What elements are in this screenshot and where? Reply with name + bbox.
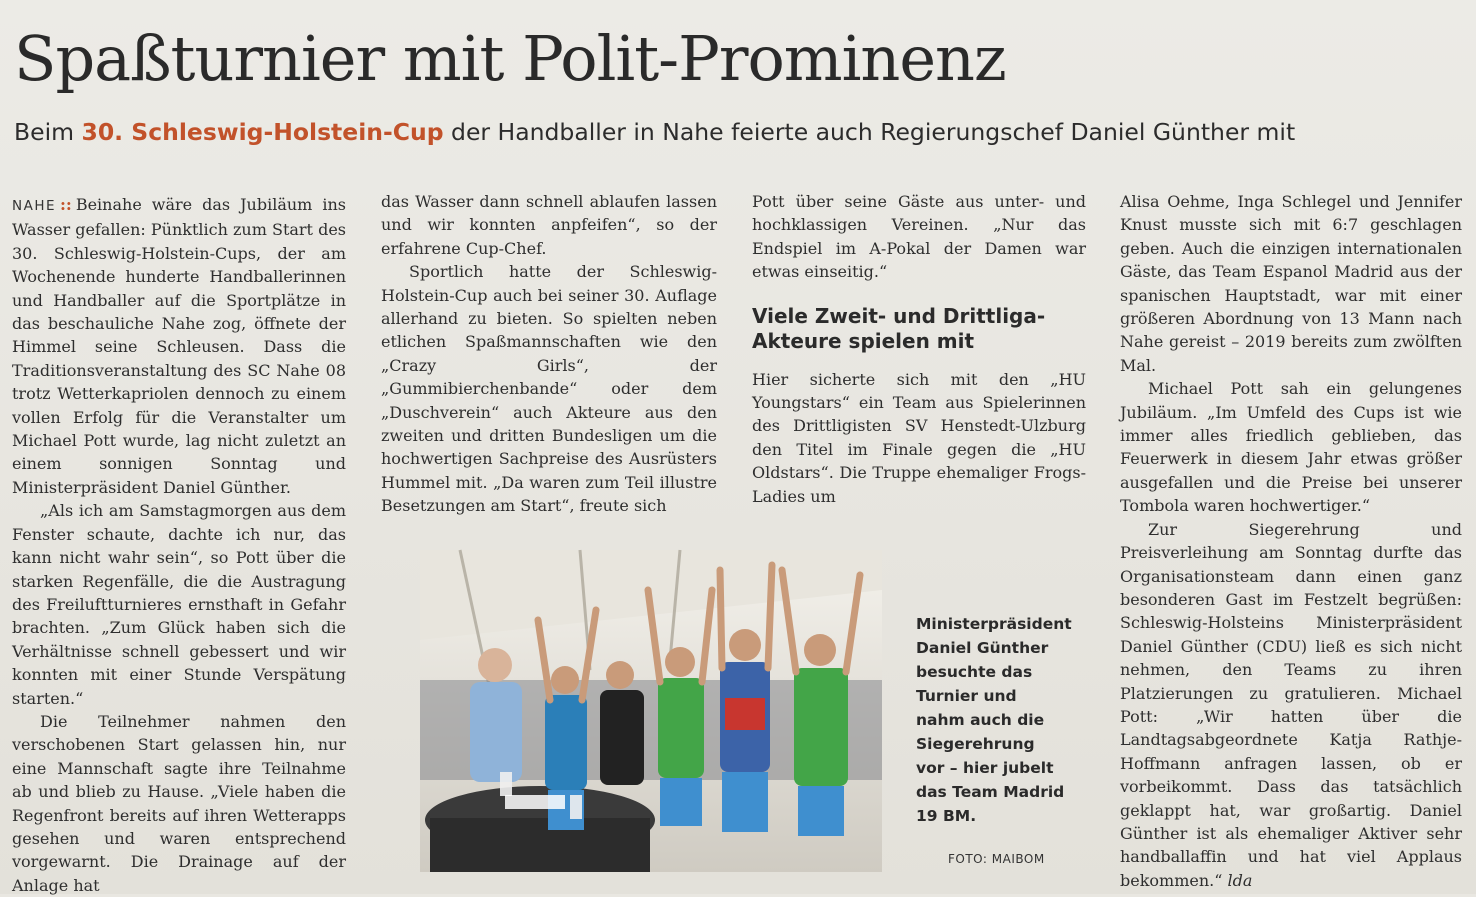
subheadline <box>14 118 1295 146</box>
article-column-1 <box>12 193 346 895</box>
paragraph-text: Beinahe wäre das Jubiläum ins Wasser gefallen: Pünktlich zum Start des 30. Schleswig-Holstein-Cups, der am Wochenende hunderte Handballerinnen und Handballer auf die Sportplätze in das beschauliche Nahe zog, öffnete der Himmel seine Schleusen. Dass die Traditionsveranstaltung des SC Nahe 08 trotz Wetterkapriolen dennoch zu einem vollen Erfolg für die Veranstalter um Michael Pott wurde, lag nicht zuletzt an einem sonnigen Sonntag und Ministerpräsident Daniel Günther. <box>12 195 346 497</box>
paragraph: das Wasser dann schnell ablaufen lassen und wir konnten anpfeifen“, so der erfahrene Cup-Chef. <box>381 192 717 258</box>
article-column-2 <box>381 190 717 516</box>
paragraph: Sportlich hatte der Schleswig-Holstein-Cup auch bei seiner 30. Auflage allerhand zu bieten. So spielten neben etlichen Spaßmannschaften wie den „Crazy Girls“, der „Gummibierchenbande“ oder dem „Duschverein“ auch Akteure aus den zweiten und dritten Bundesligen um die hochwertigen Sachpreise des Ausrüsters Hummel mit. „Da waren zum Teil illustre Besetzungen am Start“, freute sich <box>381 262 717 516</box>
dateline: NAHE <box>12 198 57 214</box>
team-celebration-photo <box>420 550 882 872</box>
paragraph: Die Teilnehmer nahmen den verschobenen Start gelassen hin, nur eine Mannschaft sagte ihre Teilnahme ab und blieb zu Hause. „Viele haben die Regenfront bereits auf ihren Wetterapps gesehen und waren entsprechend vorgewarnt. Die Drainage auf der Anlage hat <box>12 711 346 895</box>
paragraph: Hier sicherte sich mit den „HU Youngstars“ ein Team aus Spielerinnen des Drittligisten SV Henstedt-Ulzburg den Titel im Finale gegen die „HU Oldstars“. Die Truppe ehemaliger Frogs-Ladies um <box>752 369 1086 506</box>
subhead-prefix: Beim <box>14 118 82 146</box>
photo-illustration <box>420 550 882 872</box>
subhead-highlight: 30. Schleswig-Holstein-Cup <box>81 118 444 146</box>
dateline-marker: :: <box>60 195 72 214</box>
paragraph <box>1120 518 1462 893</box>
paragraph: Michael Pott sah ein gelungenes Jubiläum. „Im Umfeld des Cups ist wie immer alles friedlich geblieben, das Feuerwerk in diesem Jahr etwas größer ausgefallen und die Preise bei unserer Tombola waren hochwertiger.“ <box>1120 379 1462 516</box>
subhead-suffix: der Handballer in Nahe feierte auch Regierungschef Daniel Günther mit <box>443 118 1296 146</box>
paragraph: Alisa Oehme, Inga Schlegel und Jennifer Knust musste sich mit 6:7 geschlagen geben. Auch die einzigen internationalen Gäste, das Team Espanol Madrid aus der spanischen Hauptstadt, war mit einer größeren Abordnung von 13 Mann nach Nahe gereist – 2019 bereits zum zwölften Mal. <box>1120 192 1462 375</box>
photo-caption: Ministerpräsident Daniel Günther besuchte das Turnier und nahm auch die Siegerehrung vor – hier jubelt das Team Madrid 19 BM. <box>916 615 1072 825</box>
paragraph: „Als ich am Samstagmorgen aus dem Fenster schaute, dachte ich nur, das kann nicht wahr sein“, so Pott über die starken Regenfälle, die die Austragung des Freiluftturnieres ernsthaft in Gefahr brachten. „Zum Glück haben sich die Verhältnisse schnell gebessert und wir konnten mit einer Stunde Verspätung starten.“ <box>12 501 346 708</box>
paragraph: Pott über seine Gäste aus unter- und hochklassigen Vereinen. „Nur das Endspiel im A-Pokal der Damen war etwas einseitig.“ <box>752 192 1086 282</box>
paragraph <box>12 193 346 499</box>
section-subtitle: Viele Zweit- und Drittliga-Akteure spielen mit <box>752 303 1046 353</box>
article-column-4 <box>1120 190 1462 890</box>
paragraph-text: Zur Siegerehrung und Preisverleihung am Sonntag durfte das Organisationsteam dann einen ganz besonderen Gast im Festzelt begrüßen: Schleswig-Holsteins Ministerpräsident Daniel Günther (CDU) ließ es sich nicht nehmen, den Teams zu ihren Platzierungen zu gratulieren. Michael Pott: „Wir hatten über die Landtagsabgeordnete Katja Rathje-Hoffmann anfragen lassen, ob er vorbeikommt. Dass das tatsächlich geklappt hat, war großartig. Daniel Günther ist als ehemaliger Aktiver sehr handballaffin und hat viel Applaus bekommen.“ <box>1120 519 1462 890</box>
headline: Spaßturnier mit Polit-Prominenz <box>14 22 1006 95</box>
author-signature: lda <box>1227 870 1253 890</box>
photo-credit: FOTO: MAIBOM <box>948 852 1045 866</box>
article-column-3 <box>752 190 1086 510</box>
